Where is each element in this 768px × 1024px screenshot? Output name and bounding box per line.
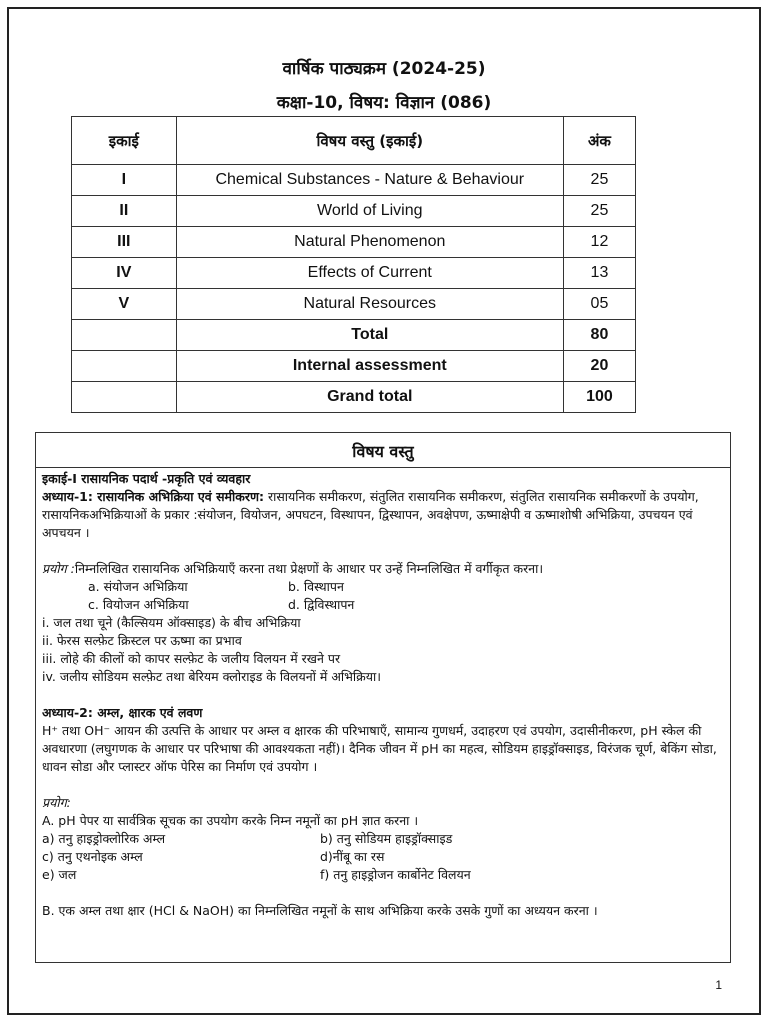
row-unit: IV [72, 258, 177, 289]
row-marks: 13 [563, 258, 635, 289]
row-marks: 25 [563, 196, 635, 227]
list-item [42, 866, 724, 884]
chapter2-text: H⁺ तथा OH⁻ आयन की उत्पत्ति के आधार पर अम्ल व क्षारक की परिभाषाएँ, सामान्य गुणधर्म, उदाहरण एवं उपयोग, उदासीनीकरण, pH स्केल की अवधारणा (लघुगणक के आधार पर परिभाषा की आवश्यकता नहीं)। दैनिक जीवन में pH का महत्व, सोडियम हाइड्रॉक्साइड, विरंजक चूर्ण, बेकिंग सोडा, धावन सोडा और प्लास्टर ऑफ पेरिस का निर्माण एवं उपयोग । [42, 723, 717, 774]
document-title: वार्षिक पाठ्यक्रम (2024-25) [282, 59, 486, 79]
content-section-title: विषय वस्तु [36, 433, 730, 468]
row-unit: I [72, 165, 177, 196]
list-item [42, 596, 724, 614]
row-unit [72, 382, 177, 413]
experiment-item: iii. लोहे की कीलों को कापर सल्फ़ेट के जलीय विलयन में रखने पर [42, 651, 341, 666]
prayog2-label: प्रयोग: [42, 795, 71, 810]
row-marks: 100 [563, 382, 635, 413]
chapter1-heading: अध्याय-1: रासायनिक अभिक्रिया एवं समीकरण: [42, 489, 265, 504]
row-content: Total [176, 320, 563, 351]
table-row-internal [72, 351, 636, 382]
row-content: World of Living [176, 196, 563, 227]
prayog2-b: B. एक अम्ल तथा क्षार (HCl & NaOH) का निम्नलिखित नमूनों के साथ अभिक्रिया करके उसके गुणों का अध्ययन करना । [42, 903, 598, 918]
row-content: Chemical Substances - Nature & Behaviour [176, 165, 563, 196]
row-marks: 80 [563, 320, 635, 351]
reaction-type: d. द्विविस्थापन [288, 597, 355, 612]
sample-item: a) तनु हाइड्रोक्लोरिक अम्ल [42, 831, 166, 846]
row-marks: 12 [563, 227, 635, 258]
experiment-item: i. जल तथा चूने (कैल्सियम ऑक्साइड) के बीच अभिक्रिया [42, 615, 301, 630]
unit-heading: इकाई-I रासायनिक पदार्थ -प्रकृति एवं व्यवहार [42, 471, 251, 486]
sample-item: d)नींबू का रस [320, 849, 385, 864]
prayog1-paragraph [42, 560, 724, 578]
list-item [42, 830, 724, 848]
row-unit [72, 351, 177, 382]
table-row [72, 258, 636, 289]
row-content: Grand total [176, 382, 563, 413]
sample-item: e) जल [42, 867, 77, 882]
chapter1-paragraph [42, 488, 724, 542]
row-content: Natural Resources [176, 289, 563, 320]
header-unit: इकाई [72, 117, 177, 165]
sample-item: b) तनु सोडियम हाइड्रॉक्साइड [320, 831, 453, 846]
page-number: 1 [715, 978, 722, 992]
content-section [35, 432, 731, 963]
row-marks: 05 [563, 289, 635, 320]
row-content: Natural Phenomenon [176, 227, 563, 258]
table-row-total [72, 320, 636, 351]
reaction-type: b. विस्थापन [288, 579, 344, 594]
prayog1-text: निम्नलिखित रासायनिक अभिक्रियाएँ करना तथा प्रेक्षणों के आधार पर उन्हें निम्नलिखित में वर्गीकृत करना। [74, 561, 544, 576]
chapter1-text: रासायनिक समीकरण, संतुलित रासायनिक समीकरण, संतुलित रासायनिक समीकरणों के उपयोग, रासायनिकअभिक्रियाओं के प्रकार :संयोजन, वियोजन, अपघटन, विस्थापन, द्विस्थापन, अवक्षेपण, ऊष्माक्षेपी व ऊष्माशोषी अभिक्रिया, उपचयन एवं अपचयन । [42, 489, 699, 540]
prayog1-label: प्रयोग : [42, 561, 75, 576]
table-row [72, 165, 636, 196]
row-content: Internal assessment [176, 351, 563, 382]
reaction-type: a. संयोजन अभिक्रिया [88, 579, 188, 594]
row-unit: III [72, 227, 177, 258]
table-row [72, 196, 636, 227]
list-item [42, 578, 724, 596]
row-marks: 20 [563, 351, 635, 382]
chapter2-heading: अध्याय-2: अम्ल, क्षारक एवं लवण [42, 705, 203, 720]
table-row-grand-total [72, 382, 636, 413]
marks-distribution-table [71, 116, 636, 413]
content-section-body [36, 468, 730, 920]
header-marks: अंक [563, 117, 635, 165]
row-content: Effects of Current [176, 258, 563, 289]
sample-item: f) तनु हाइड्रोजन कार्बोनेट विलयन [320, 867, 471, 882]
sample-item: c) तनु एथनोइक अम्ल [42, 849, 143, 864]
reaction-type: c. वियोजन अभिक्रिया [88, 597, 189, 612]
list-item [42, 848, 724, 866]
row-unit: V [72, 289, 177, 320]
table-row [72, 227, 636, 258]
row-unit: II [72, 196, 177, 227]
document-subtitle: कक्षा-10, विषय: विज्ञान (086) [276, 93, 492, 113]
row-marks: 25 [563, 165, 635, 196]
row-unit [72, 320, 177, 351]
prayog2-a: A. pH पेपर या सार्वत्रिक सूचक का उपयोग करके निम्न नमूनों का pH ज्ञात करना । [42, 813, 419, 828]
table-header-row [72, 117, 636, 165]
experiment-item: ii. फेरस सल्फ़ेट क्रिस्टल पर ऊष्मा का प्रभाव [42, 633, 242, 648]
header-content: विषय वस्तु (इकाई) [176, 117, 563, 165]
experiment-item: iv. जलीय सोडियम सल्फ़ेट तथा बेरियम क्लोराइड के विलयनों में अभिक्रिया। [42, 669, 381, 684]
table-row [72, 289, 636, 320]
